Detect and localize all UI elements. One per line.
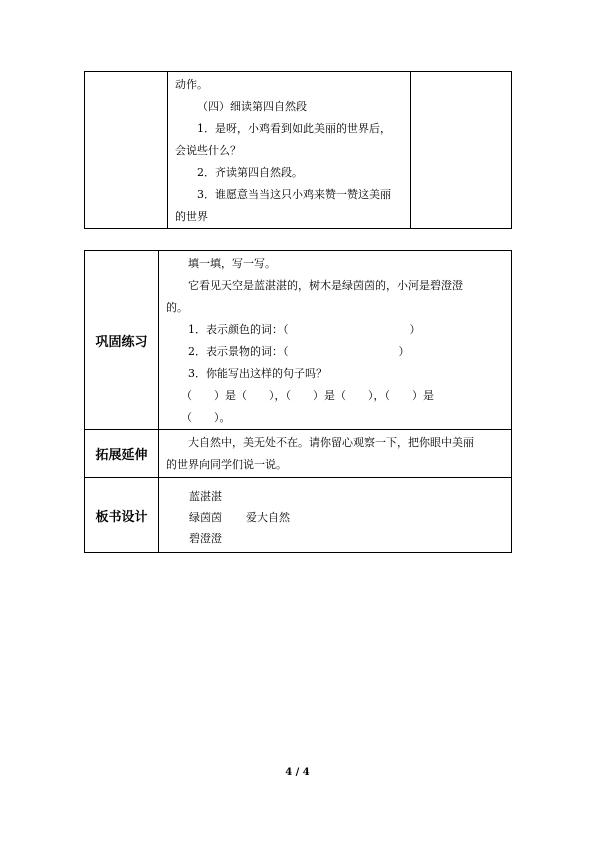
text-line: 3．谁愿意当当这只小鸡来赞一赞这美丽: [197, 188, 391, 201]
text-line: 2．表示景物的词：（ ）: [188, 345, 410, 358]
text-line: 大自然中，美无处不在。请你留心观察一下，把你眼中美丽: [188, 436, 474, 449]
extension-heading: 拓展延伸: [85, 430, 159, 478]
board-line: [189, 507, 505, 528]
text-line: 的。: [166, 301, 188, 314]
text-line: 1．是呀，小鸡看到如此美丽的世界后，: [197, 122, 391, 135]
section-title: （四）细读第四自然段: [197, 100, 307, 113]
text-line: 的世界向同学们说一说。: [166, 458, 287, 471]
text-line: 的世界: [175, 210, 208, 223]
lesson-table-continued: [84, 71, 512, 229]
empty-heading-cell: [85, 72, 168, 229]
text-line: （ ）。: [181, 411, 231, 424]
board-word: 绿茵茵: [189, 511, 222, 524]
text-line: 1．表示颜色的词：（ ）: [188, 323, 421, 336]
lesson-table: [84, 250, 512, 553]
text-line: 它看见天空是蓝湛湛的，树木是绿茵茵的，小河是碧澄澄: [188, 279, 463, 292]
teaching-process-cell: [168, 72, 411, 229]
board-line: 蓝湛湛: [189, 490, 222, 503]
text-line: 填一填，写一写。: [188, 257, 276, 270]
text-line: 3．你能写出这样的句子吗？: [188, 367, 327, 380]
consolidation-heading: 巩固练习: [85, 251, 159, 430]
extension-content: [159, 430, 512, 478]
text-line: 动作。: [175, 78, 208, 91]
text-line: （ ）是（ ），（ ）是（ ），（ ）是: [181, 389, 434, 402]
board-design-heading: 板书设计: [85, 478, 159, 553]
page-number: 4 / 4: [285, 767, 310, 778]
text-line: 会说些什么？: [175, 144, 241, 157]
consolidation-content: [159, 251, 512, 430]
board-design-content: [159, 478, 512, 553]
board-line: 碧澄澄: [189, 532, 222, 545]
text-line: 2．齐读第四自然段。: [197, 166, 303, 179]
board-word: 爱大自然: [246, 511, 290, 524]
notes-cell: [411, 72, 512, 229]
